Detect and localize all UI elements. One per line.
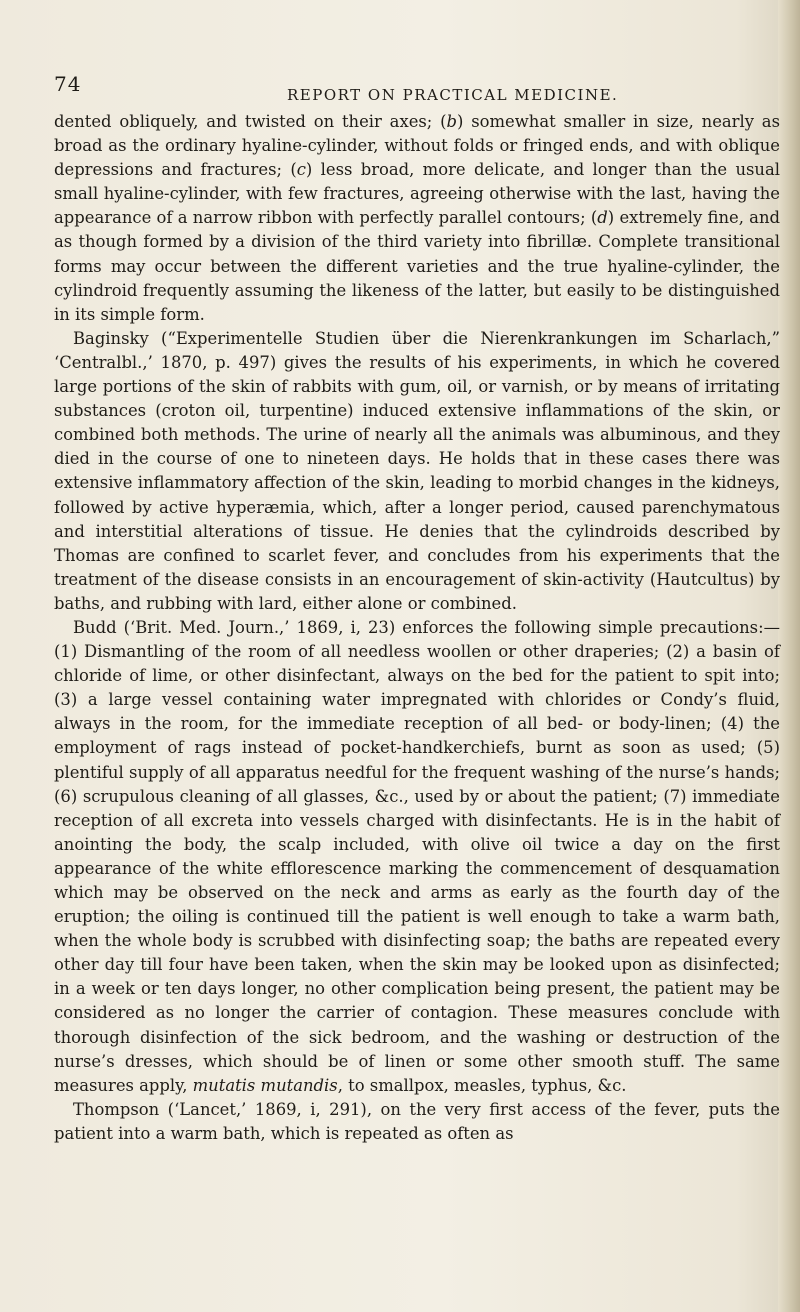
text-segment: dented obliquely, and twisted on their axes; ( (54, 112, 447, 131)
text-segment: ) extremely fine, and as though formed by a division of the third variety into fibrillæ. Complete transitional forms may occur between the different varieties and the true hyaline-cylinder, the cylindroid frequently assuming the likeness of the latter, but easily to be distinguished in its simple form. (54, 208, 780, 324)
paragraph-thompson (54, 1098, 780, 1146)
page-edge (778, 0, 800, 1312)
body-text (54, 110, 780, 1146)
paragraph-cylindroid-varieties (54, 110, 780, 327)
text-segment: ) somewhat smaller in size, nearly as broad as the ordinary hyaline-cylinder, without folds or fringed ends, and with oblique depressions and fractures; ( (54, 112, 780, 180)
running-head: REPORT ON PRACTICAL MEDICINE. (287, 86, 619, 104)
text-segment: , to smallpox, measles, typhus, &c. (337, 1075, 627, 1095)
paragraph-budd (54, 616, 780, 1098)
text-segment: ) less broad, more delicate, and longer than the usual small hyaline-cylinder, with few fractures, agreeing otherwise with the last, having the appearance of a narrow ribbon with perfectly parallel contours; ( (54, 160, 780, 228)
paragraph-baginsky (54, 327, 780, 616)
text-segment: c (296, 160, 306, 180)
page-number: 74 (54, 72, 82, 96)
text-segment: d (597, 208, 608, 228)
text-segment: mutatis mutandis (192, 1075, 338, 1095)
text-segment: Thompson (‘Lancet,’ 1869, i, 291), on the very first access of the fever, puts the patient into a warm bath, which is repeated as often as (54, 1099, 780, 1143)
text-segment: Baginsky (“Experimentelle Studien über die Nierenkrankungen im Scharlach,” ‘Centralbl.,’ 1870, p. 497) gives the results of his experiments, in which he covered large portions of the skin of rabbits with gum, oil, or varnish, or by means of irritating substances (croton oil, turpentine) induced extensive inflammations of the skin, or combined both methods. The urine of nearly all the animals was albuminous, and they died in the course of one to nineteen days. He holds that in these cases there was extensive inflammatory affection of the skin, leading to morbid changes in the kidneys, followed by active hyperæmia, which, after a longer period, caused parenchymatous and interstitial alterations of tissue. He denies that the cylindroids described by Thomas are confined to scarlet fever, and concludes from his experiments that the treatment of the disease consists in an encouragement of skin-activity (Hautcultus) by baths, and rubbing with lard, either alone or combined. (54, 328, 780, 613)
text-segment: Budd (‘Brit. Med. Journ.,’ 1869, i, 23) enforces the following simple precautions:—(1) Dismantling of the room of all needless woollen or other draperies; (2) a basin of chloride of lime, or other disinfectant, always on the bed for the patient to spit into; (3) a large vessel containing water impregnated with chlorides or Condy’s fluid, always in the room, for the immediate reception of all bed- or body-linen; (4) the employment of rags instead of pocket-handkerchiefs, burnt as soon as used; (5) plentiful supply of all apparatus needful for the frequent washing of the nurse’s hands; (6) scrupulous cleaning of all glasses, &c., used by or about the patient; (7) immediate reception of all excreta into vessels charged with disinfectants. He is in the habit of anointing the body, the scalp included, with olive oil twice a day on the first appearance of the white efflorescence marking the commencement of desquamation which may be observed on the neck and arms as early as the fourth day of the eruption; the oiling is continued till the patient is well enough to take a warm bath, when the whole body is scrubbed with disinfecting soap; the baths are repeated every other day till four have been taken, when the skin may be looked upon as disinfected; in a week or ten days longer, no other complication being present, the patient may be considered as no longer the carrier of contagion. These measures conclude with thorough disinfection of the sick bedroom, and the washing or destruction of the nurse’s dresses, which should be of linen or some other smooth stuff. The same measures apply, (54, 617, 780, 1095)
text-segment: b (446, 112, 458, 131)
